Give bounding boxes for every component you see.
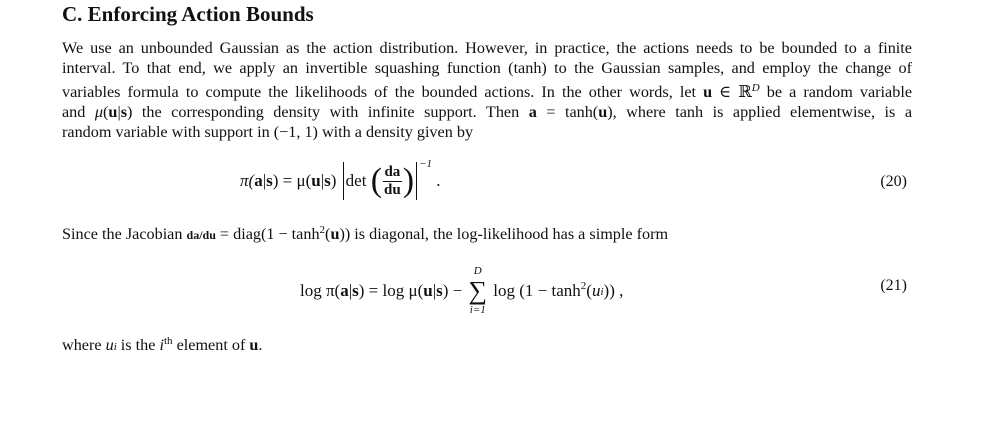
paren-left: ( [370, 162, 383, 200]
paragraph-jacobian [62, 220, 912, 245]
abs-bar-right [416, 162, 417, 200]
summation: D ∑ i=1 [468, 265, 488, 316]
paragraph-line: where ui is the $i^{th}$ element of u. [62, 335, 263, 354]
paragraph-intro [62, 38, 912, 142]
paragraph-line: interval. To that end, we apply an invertible squashing function (tanh) to the Gaussian samples, and employ the change of [62, 59, 912, 77]
equation-21-body: log π(a|s) = log μ(u|s) − D ∑ i=1 $\log (1 - \tanh^2(ui))$ , [300, 265, 624, 316]
paragraph-line: variables formula to compute the likelihoods of the bounded actions. In the other words, let u ∈ ℝ$^D$ be a random variable [62, 82, 912, 101]
paren-right: ) [402, 162, 415, 200]
paragraph-line: We use an unbounded Gaussian as the action distribution. However, in practice, the actions needs to be bounded to a finite [62, 39, 912, 57]
equation-number-20: (20) [880, 173, 907, 190]
equation-20-body: π(a|s) = μ(u|s) det ( $\frac{da}{du}$ ) $^{-1}$ . [240, 158, 441, 200]
paragraph-line: Since the Jacobian da/du = diag(1 − $\tanh^2(u)$) is diagonal, the log-likelihood has a simple form [62, 224, 669, 243]
jacobian-fraction: $\frac{da}{du}$ [384, 163, 401, 198]
equation-number-21: (21) [880, 277, 907, 294]
paragraph-line: random variable with support in (−1, 1) with a density given by [62, 123, 474, 141]
abs-bar-left [343, 162, 344, 200]
paragraph-line: and μ(u|s) the corresponding density with infinite support. Then a = tanh(u), where tanh is applied elementwise, is a [62, 103, 913, 121]
paragraph-where [62, 331, 912, 357]
section-title: C. Enforcing Action Bounds [62, 2, 314, 26]
